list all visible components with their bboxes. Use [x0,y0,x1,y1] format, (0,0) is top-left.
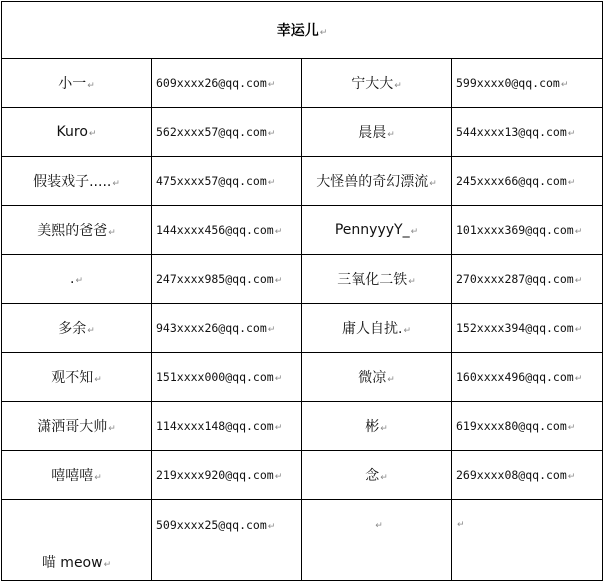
nickname-text: 嘻嘻嘻 [51,468,94,484]
nickname-text: 三氧化二铁 [337,272,408,288]
email-text: 270xxxx287@qq.com [456,272,574,286]
paragraph-mark: ↵ [380,424,388,434]
nickname-cell [302,255,452,304]
paragraph-mark: ↵ [574,325,583,335]
email-text: 160xxxx496@qq.com [456,370,574,384]
nickname-cell [2,451,152,500]
title-cell [2,2,603,59]
paragraph-mark: ↵ [567,129,576,139]
paragraph-mark: ↵ [567,178,576,188]
nickname-cell [2,108,152,157]
paragraph-mark: ↵ [574,276,583,286]
email-cell [152,206,302,255]
email-text: 269xxxx08@qq.com [456,468,567,482]
title-row [2,2,603,59]
nickname-text: 假装戏子..... [33,174,112,190]
nickname-cell [302,206,452,255]
paragraph-mark: ↵ [267,80,276,90]
email-cell [152,255,302,304]
winners-table [1,1,603,581]
paragraph-mark: ↵ [457,520,465,530]
nickname-cell [2,59,152,108]
nickname-cell [2,255,152,304]
nickname-text: 多余 [58,321,87,337]
email-cell [452,255,603,304]
paragraph-mark: ↵ [267,522,276,532]
nickname-text: 喵 meow [41,555,103,571]
table-row [2,206,603,255]
paragraph-mark: ↵ [267,325,276,335]
paragraph-mark: ↵ [112,179,120,189]
email-cell [452,500,603,581]
nickname-text: 美熙的爸爸 [37,223,108,239]
nickname-text: 微凉 [358,370,387,386]
nickname-cell [302,59,452,108]
paragraph-mark: ↵ [408,277,416,287]
email-cell [152,451,302,500]
email-cell [152,108,302,157]
email-text: 619xxxx80@qq.com [456,419,567,433]
nickname-cell [2,353,152,402]
paragraph-mark: ↵ [103,560,112,570]
email-text: 151xxxx000@qq.com [156,370,274,384]
paragraph-mark: ↵ [274,472,283,482]
email-text: 943xxxx26@qq.com [156,321,267,335]
paragraph-mark: ↵ [87,81,95,91]
email-cell [152,59,302,108]
paragraph-mark: ↵ [274,227,283,237]
nickname-text: 观不知 [51,370,94,386]
email-text: 144xxxx456@qq.com [156,223,274,237]
nickname-cell [2,157,152,206]
nickname-cell [302,451,452,500]
paragraph-mark: ↵ [375,521,383,531]
email-text: 247xxxx985@qq.com [156,272,274,286]
nickname-cell [302,157,452,206]
nickname-cell [302,108,452,157]
table-row [2,451,603,500]
paragraph-mark: ↵ [567,423,576,433]
nickname-text: 大怪兽的奇幻漂流 [316,174,429,190]
nickname-cell [2,402,152,451]
nickname-cell [302,402,452,451]
paragraph-mark: ↵ [274,276,283,286]
email-text: 599xxxx0@qq.com [456,76,560,90]
email-text: 245xxxx66@qq.com [456,174,567,188]
winners-table-body [2,2,603,581]
email-cell [452,206,603,255]
email-text: 609xxxx26@qq.com [156,76,267,90]
nickname-text: 宁大大 [351,76,394,92]
nickname-cell [2,206,152,255]
nickname-text: 小一 [58,76,87,92]
email-cell [452,108,603,157]
paragraph-mark: ↵ [274,374,283,384]
paragraph-mark: ↵ [274,423,283,433]
nickname-text: 晨晨 [358,125,387,141]
paragraph-mark: ↵ [574,227,583,237]
nickname-cell [2,304,152,353]
nickname-cell [302,500,452,581]
email-cell [452,304,603,353]
nickname-text: 彬 [365,419,380,435]
email-text: 544xxxx13@qq.com [456,125,567,139]
email-cell [452,402,603,451]
nickname-cell [2,500,152,581]
email-cell [152,157,302,206]
email-cell [152,500,302,581]
paragraph-mark: ↵ [87,326,95,336]
paragraph-mark: ↵ [267,178,276,188]
paragraph-mark: ↵ [108,424,116,434]
table-row [2,304,603,353]
email-cell [452,451,603,500]
email-cell [452,59,603,108]
nickname-text: . [70,271,75,287]
table-title: 幸运儿 [276,23,319,39]
email-cell [152,402,302,451]
table-row [2,59,603,108]
email-text: 475xxxx57@qq.com [156,174,267,188]
paragraph-mark: ↵ [429,179,437,189]
email-cell [152,304,302,353]
paragraph-mark: ↵ [88,129,97,139]
nickname-text: Kuro [56,124,88,140]
paragraph-mark: ↵ [94,375,102,385]
paragraph-mark: ↵ [403,326,411,336]
paragraph-mark: ↵ [560,80,569,90]
paragraph-mark: ↵ [75,276,83,286]
paragraph-mark: ↵ [574,374,583,384]
paragraph-mark: ↵ [267,129,276,139]
paragraph-mark: ↵ [108,228,116,238]
paragraph-mark: ↵ [94,473,102,483]
nickname-text: 潇洒哥大帅 [37,419,108,435]
email-cell [452,157,603,206]
table-row [2,500,603,581]
email-text: 509xxxx25@qq.com [156,518,267,532]
email-cell [452,353,603,402]
email-text: 101xxxx369@qq.com [456,223,574,237]
paragraph-mark: ↵ [387,375,395,385]
paragraph-mark: ↵ [567,472,576,482]
table-row [2,402,603,451]
table-row [2,255,603,304]
paragraph-mark: ↵ [394,81,402,91]
paragraph-mark: ↵ [410,227,419,237]
paragraph-mark: ↵ [387,130,395,140]
table-row [2,157,603,206]
table-row [2,108,603,157]
nickname-text: 庸人自扰. [342,321,403,337]
nickname-text: 念 [365,468,380,484]
email-text: 562xxxx57@qq.com [156,125,267,139]
nickname-cell [302,353,452,402]
email-text: 152xxxx394@qq.com [456,321,574,335]
nickname-text: PennyyyY_ [334,222,410,238]
nickname-cell [302,304,452,353]
email-text: 219xxxx920@qq.com [156,468,274,482]
email-cell [152,353,302,402]
email-text: 114xxxx148@qq.com [156,419,274,433]
paragraph-mark: ↵ [319,28,328,38]
paragraph-mark: ↵ [380,473,388,483]
table-row [2,353,603,402]
